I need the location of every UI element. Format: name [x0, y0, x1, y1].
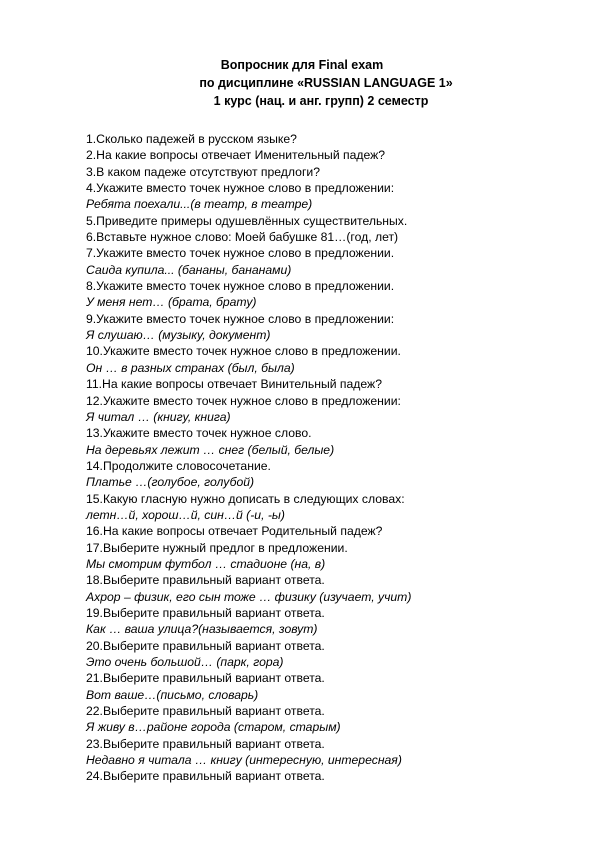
- header-title: Вопросник для Final exam: [220, 58, 384, 72]
- example-sentence: Вот ваше…(письмо, словарь): [86, 687, 259, 702]
- example-sentence: Саида купила... (бананы, бананами): [86, 262, 292, 277]
- header-course: 1 курс (нац. и анг. групп) 2 семестр: [213, 94, 429, 108]
- question-item: 11.На какие вопросы отвечает Винительный падеж?: [86, 377, 382, 392]
- question-item: 7.Укажите вместо точек нужное слово в предложении.: [86, 246, 395, 261]
- example-sentence: Мы смотрим футбол … стадионе (на, в): [86, 556, 326, 571]
- question-item: 14.Продолжите словосочетание.: [86, 458, 271, 473]
- question-item: 16.На какие вопросы отвечает Родительный падеж?: [86, 524, 383, 539]
- question-item: 8.Укажите вместо точек нужное слово в предложении.: [86, 279, 395, 294]
- example-sentence: На деревьях лежит … снег (белый, белые): [86, 442, 335, 457]
- question-item: 6.Вставьте нужное слово: Моей бабушке 81…(год, лет): [86, 230, 399, 245]
- question-item: 10.Укажите вместо точек нужное слово в предложении.: [86, 344, 401, 359]
- question-item: 22.Выберите правильный вариант ответа.: [86, 704, 325, 719]
- question-item: 4.Укажите вместо точек нужное слово в предложении:: [86, 181, 395, 196]
- header-discipline: по дисциплине «RUSSIAN LANGUAGE 1»: [199, 76, 453, 90]
- question-item: 23.Выберите правильный вариант ответа.: [86, 736, 325, 751]
- question-item: 9.Укажите вместо точек нужное слово в предложении:: [86, 311, 395, 326]
- example-sentence: летн…й, хорош…й, син…й (-и, -ы): [86, 507, 285, 522]
- question-item: 17.Выберите нужный предлог в предложении.: [86, 540, 348, 555]
- example-sentence: Он … в разных странах (был, была): [86, 360, 295, 375]
- question-item: 18.Выберите правильный вариант ответа.: [86, 573, 325, 588]
- example-sentence: Как … ваша улица?(называется, зовут): [86, 622, 318, 637]
- example-sentence: Ребята поехали...(в театр, в театре): [86, 197, 313, 212]
- example-sentence: Я слушаю… (музыку, документ): [86, 328, 271, 343]
- question-item: 19.Выберите правильный вариант ответа.: [86, 605, 325, 620]
- question-item: 1.Сколько падежей в русском языке?: [86, 132, 297, 146]
- question-item: 13.Укажите вместо точек нужное слово.: [86, 426, 312, 441]
- question-item: 12.Укажите вместо точек нужное слово в предложении:: [86, 393, 401, 408]
- document-header: [0, 56, 596, 110]
- example-sentence: Я живу в…районе города (старом, старым): [86, 720, 341, 735]
- question-item: 20.Выберите правильный вариант ответа.: [86, 638, 325, 653]
- example-sentence: Я читал … (книгу, книга): [86, 409, 231, 424]
- question-item: 15.Какую гласную нужно дописать в следующих словах:: [86, 491, 405, 506]
- question-item: 3.В каком падеже отсутствуют предлоги?: [86, 164, 320, 179]
- question-item: 5.Приведите примеры одушевлённых существительных.: [86, 213, 408, 228]
- question-list: [86, 131, 566, 785]
- example-sentence: У меня нет… (брата, брату): [86, 295, 257, 310]
- example-sentence: Ахрор – физик, его сын тоже … физику (изучает, учит): [86, 589, 412, 604]
- example-sentence: Платье …(голубое, голубой): [86, 475, 255, 490]
- question-item: 2.На какие вопросы отвечает Именительный падеж?: [86, 148, 386, 163]
- example-sentence: Недавно я читала … книгу (интересную, интересная): [86, 753, 402, 768]
- question-item: 21.Выберите правильный вариант ответа.: [86, 671, 325, 686]
- example-sentence: Это очень большой… (парк, гора): [86, 655, 284, 669]
- question-item: 24.Выберите правильный вариант ответа.: [86, 769, 325, 784]
